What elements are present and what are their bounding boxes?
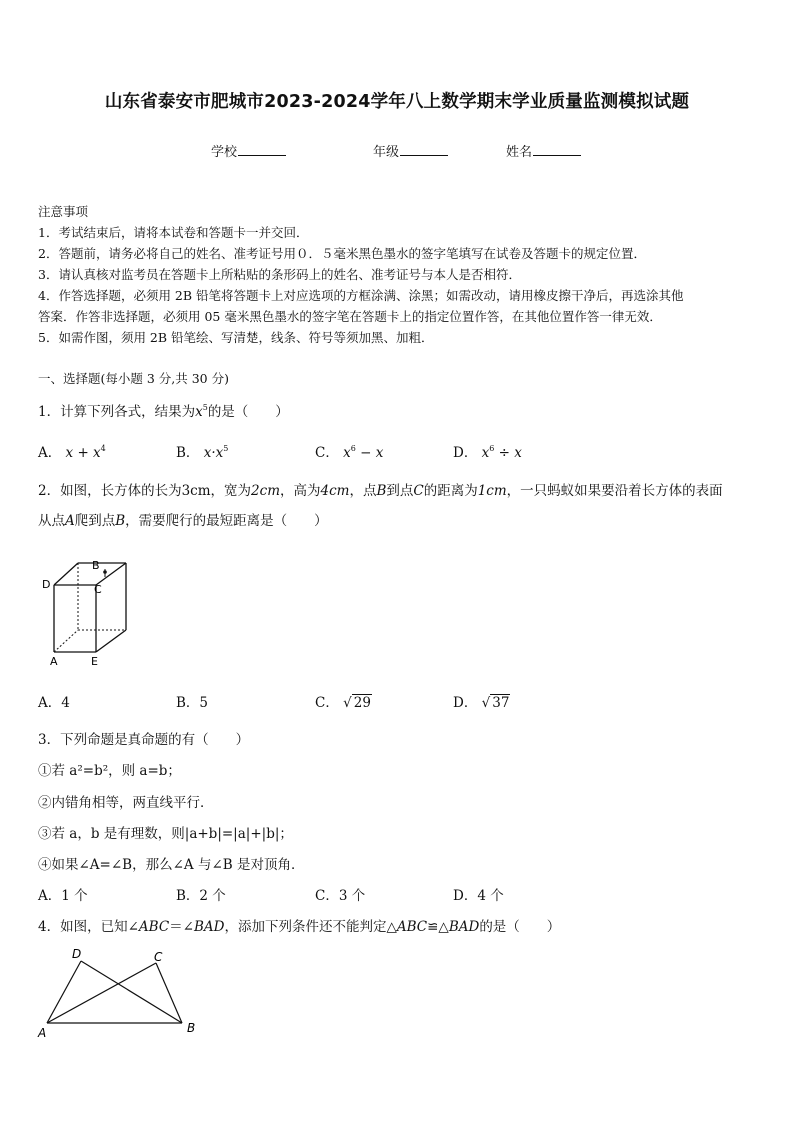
q1-stem: 1．计算下列各式，结果为$x^5$的是（ ） (38, 403, 289, 420)
q1-option-c[interactable]: C． $x^6 - x$ (315, 444, 384, 461)
q2-cuboid-figure (38, 555, 138, 670)
grade-blank[interactable] (400, 143, 448, 156)
q1-option-d[interactable]: D． $x^6 \div x$ (453, 444, 522, 461)
notice-item-2: 2．答题前，请务必将自己的姓名、准考证号用０．５毫米黑色墨水的签字笔填写在试卷及答题卡的规定位置． (38, 246, 646, 261)
q2-option-d[interactable]: D． √ 37 (453, 695, 510, 711)
notice-item-3: 3．请认真核对监考员在答题卡上所粘贴的条形码上的姓名、准考证号与本人是否相符． (38, 267, 521, 282)
q3-option-a[interactable]: A．1 个 (38, 888, 88, 904)
q3-statement-3: ③若 a，b 是有理数，则|a+b|=|a|+|b|； (38, 826, 293, 842)
cuboid-label-d: D (42, 578, 51, 591)
page-title: 山东省泰安市肥城市2023-2024学年八上数学期末学业质量监测模拟试题 (104, 92, 690, 112)
cuboid-label-b: B (92, 559, 100, 572)
cuboid-label-a: A (50, 655, 58, 668)
q3-option-c[interactable]: C．3 个 (315, 888, 366, 904)
q1-option-b[interactable]: B． $x\cdot x^5$ (176, 444, 229, 461)
school-label: 学校 (211, 145, 238, 160)
q3-statement-1: ①若 a²=b²，则 a=b； (38, 763, 181, 779)
q3-option-b[interactable]: B．2 个 (176, 888, 226, 904)
notice-item-4-cont: 答案．作答非选择题，必须用 05 毫米黑色墨水的签字笔在答题卡上的指定位置作答，在其他位置作答一律无效． (38, 309, 662, 324)
q2-stem-line1: 2．如图，长方体的长为3cm，宽为2cm，高为4cm，点B到点C的距离为1cm，一只蚂蚁如果要沿着长方体的表面 (38, 483, 723, 499)
cuboid-label-e: E (91, 655, 98, 668)
triangle-label-d: D (72, 947, 82, 961)
q3-statement-2: ②内错角相等，两直线平行． (38, 795, 214, 811)
grade-label: 年级 (373, 145, 400, 160)
notice-heading: 注意事项 (38, 204, 89, 219)
q3-option-d[interactable]: D．4 个 (453, 888, 504, 904)
name-label: 姓名 (506, 145, 533, 160)
notice-item-4: 4．作答选择题，必须用 2B 铅笔将答题卡上对应选项的方框涂满、涂黑；如需改动，请用橡皮擦干净后，再选涂其他 (38, 288, 684, 303)
notice-item-5: 5．如需作图，须用 2B 铅笔绘、写清楚，线条、符号等须加黑、加粗． (38, 330, 434, 345)
q2-option-c[interactable]: C． √ 29 (315, 695, 371, 711)
q1-option-a[interactable]: A． $x + x^4$ (38, 444, 106, 461)
school-field[interactable] (211, 141, 286, 160)
section-heading: 一、选择题(每小题 3 分,共 30 分) (38, 371, 229, 386)
name-field[interactable] (506, 141, 581, 160)
q2-option-b[interactable]: B．5 (176, 695, 209, 711)
cuboid-label-c: C (94, 583, 102, 596)
triangle-label-a: A (38, 1026, 47, 1040)
q2-stem-line2: 从点A爬到点B，需要爬行的最短距离是（ ） (38, 513, 328, 529)
q4-triangle-figure (36, 943, 206, 1043)
q4-stem: 4．如图，已知∠ABC＝∠BAD，添加下列条件还不能判定△ABC≌△BAD的是（ ） (38, 919, 561, 935)
grade-field[interactable] (373, 141, 448, 160)
triangle-label-b: B (187, 1021, 196, 1035)
q2-option-a[interactable]: A．4 (38, 695, 70, 711)
name-blank[interactable] (533, 143, 581, 156)
q3-stem: 3．下列命题是真命题的有（ ） (38, 732, 250, 748)
triangle-label-c: C (154, 950, 163, 964)
q3-statement-4: ④如果∠A=∠B，那么∠A 与∠B 是对顶角． (38, 857, 305, 873)
notice-item-1: 1．考试结束后，请将本试卷和答题卡一并交回． (38, 225, 309, 240)
school-blank[interactable] (238, 143, 286, 156)
